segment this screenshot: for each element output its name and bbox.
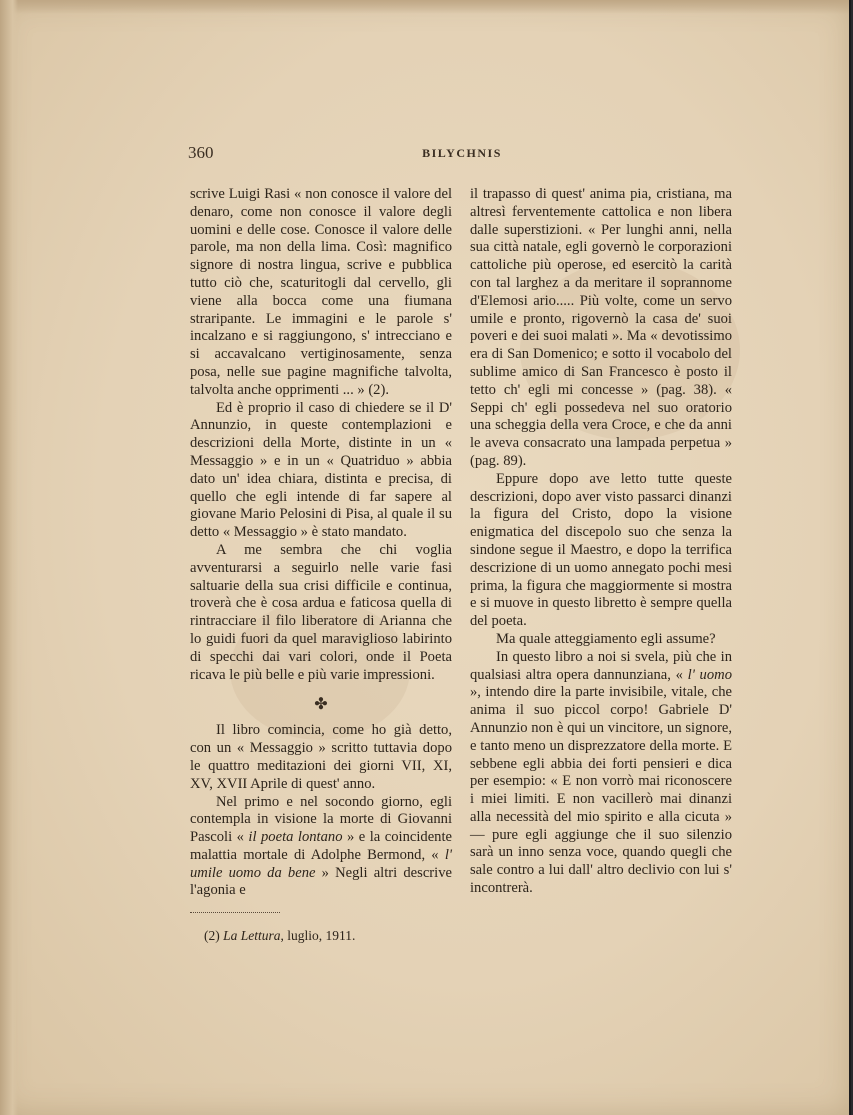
paragraph: In questo libro a noi si svela, più che in qualsiasi altra opera dannunziana, « l' uomo », intendo dire la parte invisibile, vitale, che anima il suo piccol corpo! Gabriele D' Annunzio non è qui un vincitore, un signore, e tanto meno un disprezzatore della morte. E sebbene egli abbia dei forti pensieri e dica per esempio: « E non vorrò mai riconoscere i miei limiti. E non vacillerò mai dinanzi alla necessità del mio spirito e alla cicuta » — pure egli aggiunge che il suo silenzio sarà un inno senza voce, quando quegli che sale contro a lui dall' altro declivio con lui s' incontrerà. bbox=[470, 648, 732, 897]
page-left-edge bbox=[0, 0, 18, 1115]
right-column bbox=[470, 186, 732, 898]
italic-quote: l' umile uomo da bene bbox=[190, 846, 452, 881]
left-column bbox=[190, 186, 452, 900]
footnote-text: , luglio, 1911. bbox=[280, 928, 356, 943]
footnote-number: (2) bbox=[204, 928, 220, 943]
paragraph: Ed è proprio il caso di chiedere se il D' Annunzio, in queste contemplazioni e descrizioni della Morte, distinte in un « Messaggio » e in un « Quatriduo » abbia dato un' idea chiara, distinta e precisa, di quello che egli intende di far sapere al giovane Mario Pelosini di Pisa, al quale il su detto « Messaggio » è stato mandato. bbox=[190, 399, 452, 541]
footnote-separator bbox=[190, 912, 280, 913]
paragraph: Eppure dopo ave letto tutte queste descrizioni, dopo aver visto passarci dinanzi la figura del Cristo, dopo la visione enigmatica del discepolo suo che senza la sindone segue il Maestro, e dopo la terrifica descrizione di un uomo annegato pochi mesi prima, la figura che maggiormente si mostra e si muove in questo libretto è sempre quella del poeta. bbox=[470, 470, 732, 630]
paragraph: A me sembra che chi voglia avventurarsi a seguirlo nelle varie fasi saltuarie della sua crisi difficile e continua, troverà che è cosa ardua e faticosa quella di rintracciare il filo liberatore di Arianna che lo guidi fuori da quel maraviglioso labirinto di specchi dai vari colori, onde il Poeta ricava le più belle e più varie impressioni. bbox=[190, 541, 452, 683]
page-header bbox=[188, 143, 736, 167]
paragraph: scrive Luigi Rasi « non conosce il valore del denaro, come non conosce il valore degli uomini e delle cose. Conosce il valore delle parole, ma non della lima. Così: magnifico signore di nostra lingua, scrive e pubblica tutto ciò che, scaturitogli dal cervello, gli viene alla bocca come una fiumana straripante. Le immagini e le parole s' incalzano e si raggiungono, s' intrecciano e si accavalcano vertiginosamente, senza posa, nelle sue pagine magnifiche talvolta, talvolta anche opprimenti ... » (2). bbox=[190, 186, 452, 398]
footnote-title: La Lettura bbox=[223, 928, 281, 943]
running-head: BILYCHNIS bbox=[422, 146, 502, 160]
paragraph: Nel primo e nel socondo giorno, egli contempla in visione la morte di Giovanni Pascoli « il poeta lontano » e la coincidente malattia mortale di Adolphe Bermond, « l' umile uomo da bene » Negli altri descrive l'agonia e bbox=[190, 793, 452, 899]
scan-edge bbox=[849, 0, 851, 1115]
page-top-edge bbox=[0, 0, 851, 14]
paragraph: Il libro comincia, come ho già detto, con un « Messaggio » scritto tuttavia dopo le quattro meditazioni dei giorni VII, XI, XV, XVII Aprile di quest' anno. bbox=[190, 722, 452, 792]
paragraph: il trapasso di quest' anima pia, cristiana, ma altresì ferventemente cattolica e non libera dalle superstizioni. « Per lunghi anni, nella sua città natale, egli governò le corporazioni cattoliche più operose, ed esercitò la carità con tal larghez a da meritare il soprannome d'Elemosi ario..... Più volte, come un servo umile e pronto, rigovernò la casa de' suoi poveri e dei suoi malati ». Ma « devotissimo era di San Domenico; e sotto il vocabolo del sublime amico di San Francesco è posto il tetto ch' egli mi concesse » (pag. 38). « Seppi ch' egli possedeva nel suo oratorio una scheggia della vera Croce, e che da anni le aveva consacrato una lampada perpetua » (pag. 89). bbox=[470, 186, 732, 469]
footnote bbox=[204, 928, 355, 944]
page-number: 360 bbox=[188, 143, 214, 162]
section-ornament: ✤ bbox=[314, 696, 328, 714]
italic-quote: l' uomo bbox=[687, 666, 732, 683]
paragraph: Ma quale atteggiamento egli assume? bbox=[496, 630, 716, 647]
italic-quote: il poeta lontano bbox=[248, 829, 343, 846]
